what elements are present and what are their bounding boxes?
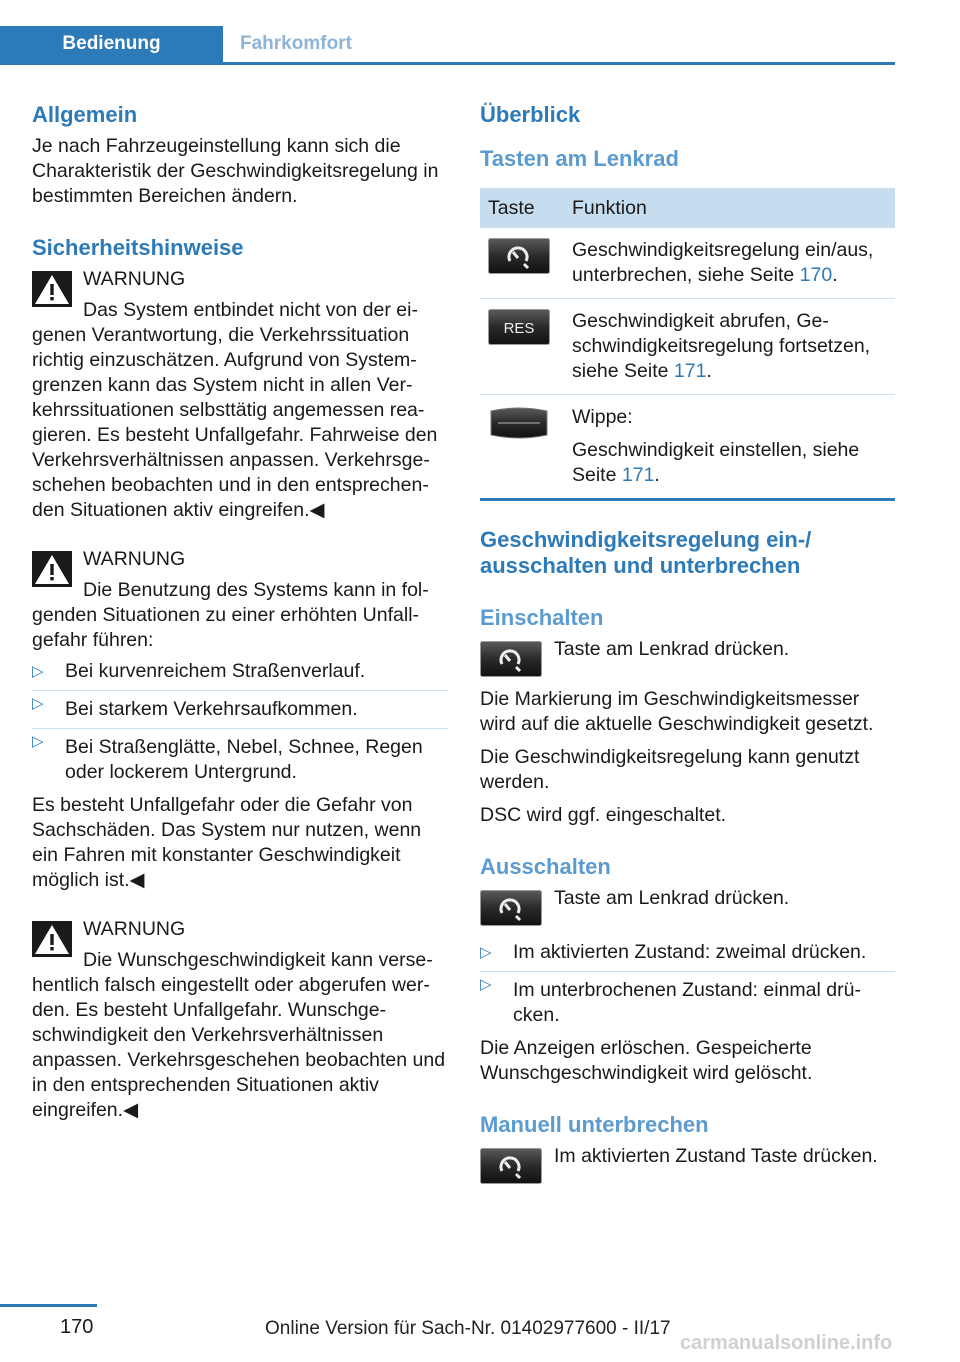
- page-link[interactable]: 171: [673, 360, 707, 382]
- warning-text: Das System entbindet nicht von der eigenen Verantwortung, die Verkehrssituation richtig einzuschätzen. Aufgrund von Systemgrenzen kann das System nicht in allen Verkehrssituationen selbsttätig angemessen reagieren. Es besteht Unfallgefahr. Fahrweise den Verkehrsverhältnissen anpassen. Verkehrsgeschehen beobachten und in den entsprechenden Situationen aktiv eingreifen.◀: [32, 299, 438, 521]
- heading-allgemein: Allgemein: [32, 102, 138, 127]
- ausschalten-after-text: Die Anzeigen erlöschen. Gespeicherte Wunschgeschwindigkeit wird gelöscht.: [480, 1037, 813, 1084]
- einschalten-text-2: Die Geschwindigkeitsregelung kann genutzt werden.: [480, 746, 860, 793]
- heading-sicherheitshinweise: Sicherheitshinweise: [32, 235, 244, 260]
- list-item: ▷ Bei kurvenreichem Straßenverlauf.: [32, 660, 366, 682]
- step-ausschalten: Taste am Lenkrad drücken.: [480, 886, 895, 928]
- triangle-bullet-icon: ▷: [32, 663, 44, 680]
- rocker-switch-icon: [488, 405, 550, 441]
- step-einschalten: Taste am Lenkrad drücken.: [480, 637, 895, 679]
- table-header-row: [480, 188, 895, 228]
- left-column: [32, 100, 448, 1123]
- table-row: [480, 299, 895, 395]
- step-manuell: Im aktivierten Zustand Taste drücken.: [480, 1144, 895, 1186]
- speed-control-button-icon: [480, 890, 542, 926]
- online-version-text: Online Version für Sach-Nr. 01402977600 - II/17: [265, 1318, 671, 1339]
- warning-after-text: Es besteht Unfallgefahr oder die Gefahr von Sachschäden. Das System nur nutzen, wenn ein Fahren mit konstanter Geschwindigkeit möglich ist.◀: [32, 794, 422, 891]
- allgemein-text: Je nach Fahrzeugeinstellung kann sich die Charakteristik der Geschwindigkeitsregelung in bestimmten Bereichen ändern.: [32, 135, 439, 207]
- warning-triangle-icon: [32, 921, 72, 957]
- warning-triangle-icon: [32, 271, 72, 307]
- table-cell-function: Geschwindigkeitsregelung ein/aus, unterbrechen, siehe Seite 170.: [564, 228, 895, 299]
- list-item: ▷ Bei Straßenglätte, Nebel, Schnee, Regen oder lockerem Untergrund.: [32, 728, 448, 785]
- right-column: [480, 100, 895, 1186]
- button-table: [480, 188, 895, 501]
- header-tabs: [0, 26, 895, 65]
- warning-title: WARNUNG: [83, 268, 186, 290]
- table-row: [480, 228, 895, 299]
- list-item: ▷ Bei starkem Verkehrsaufkommen.: [32, 690, 448, 722]
- warning-block-1: [32, 267, 448, 523]
- footer-rule: [0, 1304, 97, 1307]
- heading-manuell-unterbrechen: Manuell unterbrechen: [480, 1112, 709, 1137]
- svg-text:RES: RES: [503, 320, 535, 337]
- warning-title: WARNUNG: [83, 548, 186, 570]
- speed-control-button-icon: [480, 641, 542, 677]
- page-link[interactable]: 171: [621, 464, 655, 486]
- warning-triangle-icon: [32, 551, 72, 587]
- warning-text: Die Wunschgeschwindigkeit kann versehentlich falsch eingestellt oder abgerufen werden. Es besteht Unfallgefahr. Wunschgeschwindigkeit den Verkehrsverhältnissen anpassen. Verkehrsgeschehen beobachten und in den entsprechenden Situationen aktiv eingreifen.◀: [32, 949, 446, 1121]
- triangle-bullet-icon: ▷: [480, 976, 492, 993]
- list-item: ▷ Im aktivierten Zustand: zweimal drücken.: [480, 941, 867, 963]
- page-link[interactable]: 170: [799, 264, 833, 286]
- heading-ueberblick: Überblick: [480, 102, 581, 127]
- warning-block-2: [32, 547, 448, 893]
- list-item: ▷ Im unterbrochenen Zustand: einmal drücken.: [480, 971, 895, 1028]
- table-cell-function: Geschwindigkeit abrufen, Geschwindigkeitsregelung fortsetzen, siehe Seite 171.: [564, 299, 895, 395]
- warning-block-3: [32, 917, 448, 1123]
- einschalten-text-1: Die Markierung im Geschwindigkeitsmesser wird auf die aktuelle Geschwindigkeit gesetzt.: [480, 688, 874, 735]
- tab-fahrkomfort[interactable]: Fahrkomfort: [240, 33, 352, 54]
- warning-title: WARNUNG: [83, 918, 186, 940]
- speed-control-button-icon: [488, 238, 550, 274]
- warning-text: Die Benutzung des Systems kann in folgenden Situationen zu einer erhöhten Unfallgefahr führen:: [32, 579, 429, 651]
- heading-tasten-am-lenkrad: Tasten am Lenkrad: [480, 146, 679, 171]
- table-cell-function: Wippe: Geschwindigkeit einstellen, siehe Seite 171.: [564, 395, 895, 500]
- watermark: carmanualsonline.info: [680, 1332, 893, 1354]
- triangle-bullet-icon: ▷: [32, 695, 44, 712]
- table-header-funktion: Funktion: [564, 188, 895, 228]
- heading-section: Geschwindigkeitsregelung ein-/ ausschalten und unterbrechen: [480, 527, 812, 578]
- page-number: 170: [60, 1316, 94, 1338]
- warning-list: [32, 659, 448, 785]
- heading-ausschalten: Ausschalten: [480, 854, 611, 879]
- triangle-bullet-icon: ▷: [480, 944, 492, 961]
- table-header-taste: Taste: [480, 188, 564, 228]
- triangle-bullet-icon: ▷: [32, 733, 44, 750]
- einschalten-text-3: DSC wird ggf. eingeschaltet.: [480, 804, 727, 826]
- ausschalten-list: [480, 940, 895, 1028]
- speed-control-button-icon: [480, 1148, 542, 1184]
- heading-einschalten: Einschalten: [480, 605, 604, 630]
- table-row: [480, 395, 895, 500]
- tab-bedienung[interactable]: Bedienung: [0, 26, 223, 62]
- res-button-icon: [488, 309, 550, 345]
